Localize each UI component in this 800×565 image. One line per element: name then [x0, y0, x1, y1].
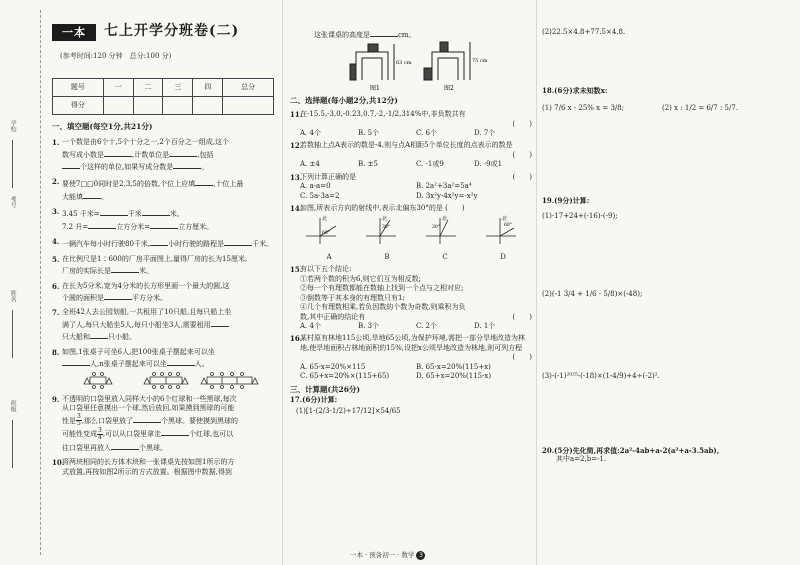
fraction: $\frac{3}{4}$ — [98, 426, 102, 441]
question-text: 小时行驶的路程是 — [168, 240, 225, 249]
answer-blank[interactable] — [167, 357, 195, 366]
option-d[interactable]: D. -9或1 — [474, 160, 503, 169]
angle-label: 30° — [432, 224, 440, 230]
option-a[interactable]: A. 65-x=20%×115 — [300, 362, 366, 371]
choice-section — [290, 96, 532, 417]
page-footer — [350, 551, 425, 560]
column-divider — [536, 0, 537, 565]
question-text: ,十位上最 — [213, 180, 244, 189]
option-b[interactable]: B. 5个 — [358, 129, 380, 137]
angle-label: 30° — [382, 224, 390, 230]
question-text: 千米 — [127, 210, 142, 219]
question-3: 3. 3.45 千米= 千米 米。 7.2 升= 立方分米= 立方厘米。 — [52, 207, 214, 231]
binding-seat-label: 考号 — [9, 196, 17, 208]
question-text: 若数轴上点A表示的数是-4,则与点A相距5个单位长度的点表示的数是 — [300, 141, 513, 150]
answer-blank[interactable] — [133, 414, 161, 423]
score-cell: 题号 — [53, 79, 104, 97]
answer-blank[interactable] — [173, 160, 201, 169]
question-text: 从口袋里任意摸出一个球,然后放回,如果摸到黑球的可能 — [62, 404, 235, 413]
binding-name-rule — [12, 310, 13, 358]
option-c[interactable]: C — [442, 252, 448, 261]
answer-blank[interactable] — [104, 148, 132, 157]
answer-blank[interactable] — [62, 357, 90, 366]
question-text: 个黑球。要使摸到黑球的 — [161, 416, 239, 425]
statement: 数,其中正确的结论有 — [300, 312, 366, 321]
question-text: 只大船和 — [62, 333, 90, 342]
question-20-stem: 20.(5分)先化简,再求值:2a²-4ab+a-2(a²+a-3.5ab), — [542, 446, 720, 455]
option-b[interactable]: B. ±5 — [358, 160, 378, 169]
north-label: 北 — [322, 215, 328, 222]
question-text: 大能填 — [62, 192, 83, 201]
question-text: cm。 — [398, 31, 416, 39]
score-table-header — [53, 79, 274, 97]
column-divider — [282, 0, 283, 565]
north-label: 北 — [502, 215, 508, 222]
fig1-dimension: 63 cm — [396, 60, 412, 66]
question-text: 全班42人去公园划船,一共租用了10只船,且每只船上坐 — [62, 308, 232, 317]
question-text: 立方厘米。 — [178, 222, 214, 231]
score-input-cell[interactable] — [133, 97, 163, 115]
question-text: ,可以从口袋里拿走 — [102, 430, 162, 439]
statement: ③倒数等于其本身的有理数只有1; — [300, 293, 405, 302]
question-10: 10. 将两块相同的长方体木块和一张课桌先按如图1所示的方 式放置,再按如图2所示的方式放置。根据图中数据,得到 — [52, 458, 235, 476]
question-18-title: 18.(6分)求未知数x: — [542, 86, 608, 95]
question-text: 个黑球。 — [139, 443, 167, 452]
question-text: 要使7□□0同时是2,3,5的倍数,个位上应填 — [62, 180, 196, 189]
north-label: 北 — [382, 215, 388, 222]
answer-blank[interactable] — [150, 220, 178, 229]
score-cell: 总分 — [223, 79, 274, 97]
answer-blank[interactable] — [211, 318, 229, 327]
answer-blank[interactable] — [224, 237, 252, 246]
column-right — [540, 0, 790, 565]
question-17-title: 17.(6分)计算: — [290, 394, 338, 404]
option-d[interactable]: D. 65+x=20%(115-x) — [416, 372, 492, 381]
angle-label: 60° — [504, 222, 512, 228]
section-heading: 三、计算题(共26分) — [290, 384, 361, 394]
section-heading: 二、选择题(每小题2分,共12分) — [290, 96, 398, 105]
question-text: 可能性变成 — [62, 430, 97, 439]
question-text: 在长为5分米,宽为4分米的长方形里画一个最大的圆,这 — [62, 281, 230, 290]
exam-subtitle: (参考时间:120 分钟 总分:100 分) — [60, 52, 172, 60]
question-9: 9. 不透明的口袋里放入同样大小的6个红球和一些黑球,每次 从口袋里任意摸出一个球,然后放回,如果摸到黑球的可能 性是 $\frac{3}{5}$ ,那么口袋里放了 个黑球。要使摸到黑球的 可能性变成 $\frac{3}{4}$ ,可以从口袋里拿走 个红球,也可以 往口袋里再放入 个黑球。 — [52, 395, 239, 452]
answer-blank[interactable] — [83, 190, 101, 199]
question-text: 下列计算正确的是 — [300, 172, 356, 181]
score-input-cell[interactable] — [163, 97, 193, 115]
option-b[interactable]: B. 2a²+3a²=5a⁴ — [416, 182, 472, 191]
question-text: 在比例尺是1∶600的厂房平面图上,量得厂房的长为15厘米, — [62, 254, 248, 263]
footer-text: 一本 · 预备初一 · 数学 — [350, 551, 415, 559]
option-a[interactable]: A — [326, 252, 332, 261]
question-19-title: 19.(9分)计算: — [542, 196, 590, 205]
question-text: 米。 — [169, 210, 184, 219]
question-19-part-3: (3)-(-1)²⁰²⁵-(-18)×(1-4/9)+4÷(-2)². — [542, 372, 660, 380]
option-a[interactable]: A. a-a=0 — [300, 182, 331, 191]
binding-dashed-line — [40, 10, 41, 555]
question-4: 4. 一辆汽车每小时行驶80千米, 小时行驶的路程是 千米。 — [52, 237, 274, 249]
option-c[interactable]: C. 65+x=20%×(115+65) — [300, 372, 390, 381]
statement: ①若两个数的积为6,则它们互为相反数; — [300, 274, 422, 283]
question-text: 某村原有林地115公顷,旱地65公顷,为保护环境,需把一部分旱地改造为林地,使旱地面积占林地面积的15%,设把x公顷旱地改造为林地,则可列方程 — [300, 334, 525, 352]
question-text: 人。 — [194, 360, 209, 369]
answer-blank[interactable] — [111, 441, 139, 450]
question-text: 个这样的单位,如果写成分数是 — [80, 163, 174, 171]
question-text: 在-15.5,-3,0,-0.23,0.7,-2,-1/2,314%中,非负数共有 — [300, 110, 466, 119]
question-text: 如图,所表示方向的射线中,表示北偏东30°的是 — [300, 204, 443, 213]
angle-label: 60° — [322, 230, 330, 236]
option-b[interactable]: B — [384, 252, 390, 261]
option-d[interactable]: D. 7个 — [474, 129, 496, 137]
score-cell: 二 — [133, 79, 163, 97]
question-5: 5. 在比例尺是1∶600的厂房平面图上,量得厂房的长为15厘米, 厂房的实际长是 米。 — [52, 254, 248, 276]
option-d[interactable]: D. 3x²y-4x²y=-x²y — [416, 191, 478, 200]
answer-paren[interactable]: ( ) — [512, 312, 532, 321]
score-table — [52, 78, 274, 115]
table-chairs-figure — [62, 370, 262, 390]
option-a[interactable]: A. 4个 — [300, 129, 321, 137]
score-input-cell[interactable] — [103, 97, 133, 115]
question-11: 11. 在-15.5,-3,0,-0.23,0.7,-2,-1/2,314%中,非负数共有 ( ) A. 4个 B. 5个 C. 6个 D. 7个 — [290, 110, 532, 137]
question-text: 只小船。 — [108, 333, 136, 342]
option-a[interactable]: A. ±4 — [300, 160, 320, 169]
question-19-part-1: (1)-17+24+(-16)-(-9); — [542, 212, 618, 220]
question-text: 7.2 升= — [62, 222, 89, 231]
question-1: 1. 一个数是由6个十,5个十分之一,2个百分之一组成,这个 数写成小数是 ,计数单位是 ,包括 个这样的单位,如果写成分数是 。 — [52, 138, 230, 171]
fig2-dimension: 75 cm — [472, 58, 488, 64]
answer-blank[interactable] — [104, 291, 132, 300]
question-text: 如图,1张桌子可坐6人,把100张桌子摆起来可以坐 — [62, 347, 215, 356]
answer-blank[interactable] — [150, 237, 168, 246]
question-text: 将两块相同的长方体木块和一张课桌先按如图1所示的方 — [62, 458, 235, 467]
binding-strip — [0, 0, 44, 565]
question-18-part-1: (1) 7/6 x - 25% x = 3/8; — [542, 104, 625, 112]
brand-logo: 一本 — [52, 24, 96, 41]
score-cell: 一 — [103, 79, 133, 97]
question-text: 3.45 千米= — [62, 210, 100, 219]
question-18-part-2: (2) x : 1/2 = 6/7 : 5/7. — [662, 104, 739, 112]
question-text: ,计数单位是 — [132, 150, 170, 159]
question-text: 这张课桌的高度是 — [314, 31, 370, 39]
question-text: 一辆汽车每小时行驶80千米, — [62, 240, 151, 249]
score-row-label: 得分 — [53, 97, 104, 115]
question-text: 性是 — [62, 416, 76, 425]
question-text: 往口袋里再放入 — [62, 443, 111, 452]
fill-section — [52, 122, 274, 477]
fig1-label: 图1 — [370, 85, 380, 92]
answer-blank[interactable] — [100, 207, 128, 216]
column-middle — [290, 0, 532, 565]
option-c[interactable]: C. 2个 — [416, 322, 438, 330]
binding-class-label: 班级 — [9, 400, 17, 412]
question-2: 2. 要使7□□0同时是2,3,5的倍数,个位上应填 ,十位上最 大能填 。 — [52, 177, 244, 201]
question-6: 6. 在长为5分米,宽为4分米的长方形里画一个最大的圆,这 个圆的面积是 平方分米。 — [52, 281, 230, 302]
north-label: 北 — [442, 215, 448, 222]
question-20 — [542, 446, 788, 465]
answer-paren[interactable]: ( ) — [445, 204, 465, 213]
option-b[interactable]: B. 3个 — [358, 322, 380, 330]
option-d[interactable]: D. 1个 — [474, 322, 496, 330]
question-text: 数写成小数是 — [62, 150, 104, 159]
score-cell: 四 — [193, 79, 223, 97]
question-20-condition: 其中a=2,b=-1. — [556, 455, 607, 464]
binding-school-label: 学校 — [9, 120, 17, 132]
question-text: 有以下五个结论: — [300, 265, 352, 274]
question-text: 满了人,每只大船坐5人,每只小船坐3人,需要租用 — [62, 320, 211, 329]
question-12: 12. 若数轴上点A表示的数是-4,则与点A相距5个单位长度的点表示的数是 ( ) A. ±4 B. ±5 C. -1或9 D. -9或1 — [290, 141, 532, 169]
option-d[interactable]: D — [500, 252, 506, 261]
question-17-part-2: (2)22.5×4.8+77.5×4.8. — [542, 28, 626, 36]
answer-blank[interactable] — [169, 148, 197, 157]
statement: ④几个有理数相乘,若负因数的个数为奇数,则乘积为负 — [300, 303, 466, 312]
question-8: 8. 如图,1张桌子可坐6人,把100张桌子摆起来可以坐 人,n张桌子摆起来可以坐 人。 — [52, 348, 274, 393]
compass-direction-figure — [300, 214, 530, 250]
question-text: 。 — [101, 192, 108, 201]
question-10-continued — [314, 28, 416, 40]
answer-blank[interactable] — [195, 177, 213, 186]
question-15: 15. 有以下五个结论: ①若两个数的积为6,则它们互为相反数; ②每一个有理数都能在数轴上找到一个点与之相对应; ③倒数等于其本身的有理数只有1; ④几个有理数相乘,若负因数的个数为奇数,则乘积为负 数,其中正确的结论有 ( ) A. 4个 B. 3个 C. 2个 D. 1个 — [290, 265, 532, 330]
question-text: 平方分米。 — [132, 293, 167, 302]
score-table-row — [53, 97, 274, 115]
answer-blank[interactable] — [161, 427, 189, 436]
question-text: ,那么口袋里放了 — [81, 416, 134, 425]
question-text: 一个数是由6个十,5个十分之一,2个百分之一组成,这个 — [62, 138, 230, 147]
question-text: ,包括 — [197, 150, 214, 159]
question-text: 立方分米= — [116, 222, 151, 231]
question-7: 7. 全班42人去公园划船,一共租用了10只船,且每只船上坐 满了人,每只大船坐5人,每只小船坐3人,需要租用 只大船和 只小船。 — [52, 308, 232, 342]
question-text: 人,n张桌子摆起来可以坐 — [90, 360, 167, 369]
answer-paren[interactable]: ( ) — [512, 119, 532, 128]
answer-blank[interactable] — [370, 28, 398, 37]
fig2-label: 图2 — [444, 85, 454, 92]
score-input-cell[interactable] — [223, 97, 274, 115]
answer-paren[interactable]: ( ) — [512, 172, 532, 181]
page-title: 七上开学分班卷(二) — [104, 23, 240, 39]
option-a[interactable]: A. 4个 — [300, 322, 321, 330]
column-left — [52, 0, 274, 565]
question-13: 13. 下列计算正确的是 ( ) A. a-a=0 B. 2a²+3a²=5a⁴ C. 5a-3a=2 D. 3x²y-4x²y=-x²y — [290, 172, 532, 200]
question-text: 米。 — [139, 267, 153, 276]
question-text: 式放置,再按如图2所示的方式放置。根据图中数据,得到 — [62, 467, 232, 476]
answer-blank[interactable] — [88, 220, 116, 229]
answer-paren[interactable]: ( ) — [512, 353, 532, 362]
binding-class-rule — [12, 420, 13, 468]
answer-paren[interactable]: ( ) — [512, 150, 532, 159]
question-text: 不透明的口袋里放入同样大小的6个红球和一些黑球,每次 — [62, 395, 237, 403]
option-c[interactable]: C. -1或9 — [416, 160, 444, 169]
question-17-expression: (1)[1-(2/3-1/2)÷17/12]×54/65 — [296, 407, 401, 416]
answer-blank[interactable] — [142, 207, 170, 216]
score-input-cell[interactable] — [193, 97, 223, 115]
question-19-part-2: (2)(-1 3/4 + 1/6 - 5/8)×(-48); — [542, 290, 643, 298]
option-c[interactable]: C. 6个 — [416, 129, 438, 137]
question-14: 14. 如图,所表示方向的射线中,表示北偏东30°的是 ( ) 北 北 北 北 60° 30° 30° 60° A B C D — [290, 204, 532, 262]
question-16: 16. 某村原有林地115公顷,旱地65公顷,为保护环境,需把一部分旱地改造为林地,使旱地面积占林地面积的15%,设把x公顷旱地改造为林地,则可列方程 ( ) A. 65-x=20%×115 B. 65-x=20%(115+x) C. 65+x=20%×(115+65) D. 65+x=20%(115-x) — [290, 334, 532, 381]
page-number: 3 — [416, 551, 425, 560]
score-cell: 三 — [163, 79, 193, 97]
fraction: $\frac{3}{5}$ — [77, 413, 81, 428]
option-c[interactable]: C. 5a-3a=2 — [300, 191, 340, 200]
answer-blank[interactable] — [62, 160, 80, 169]
binding-name-label: 姓名 — [9, 290, 17, 302]
question-text: 厂房的实际长是 — [62, 267, 111, 276]
desk-figure — [348, 40, 488, 92]
binding-school-rule — [12, 140, 13, 188]
statement: ②每一个有理数都能在数轴上找到一个点与之相对应; — [300, 284, 464, 293]
question-text: 个圆的面积是 — [62, 293, 104, 302]
answer-blank[interactable] — [90, 330, 108, 339]
option-b[interactable]: B. 65-x=20%(115+x) — [416, 362, 491, 371]
section-heading: 一、填空题(每空1分,共21分) — [52, 122, 153, 131]
question-text: 。 — [201, 163, 209, 171]
answer-blank[interactable] — [111, 264, 139, 273]
question-text: 千米。 — [252, 240, 274, 249]
question-text: 个红球,也可以 — [189, 430, 234, 439]
